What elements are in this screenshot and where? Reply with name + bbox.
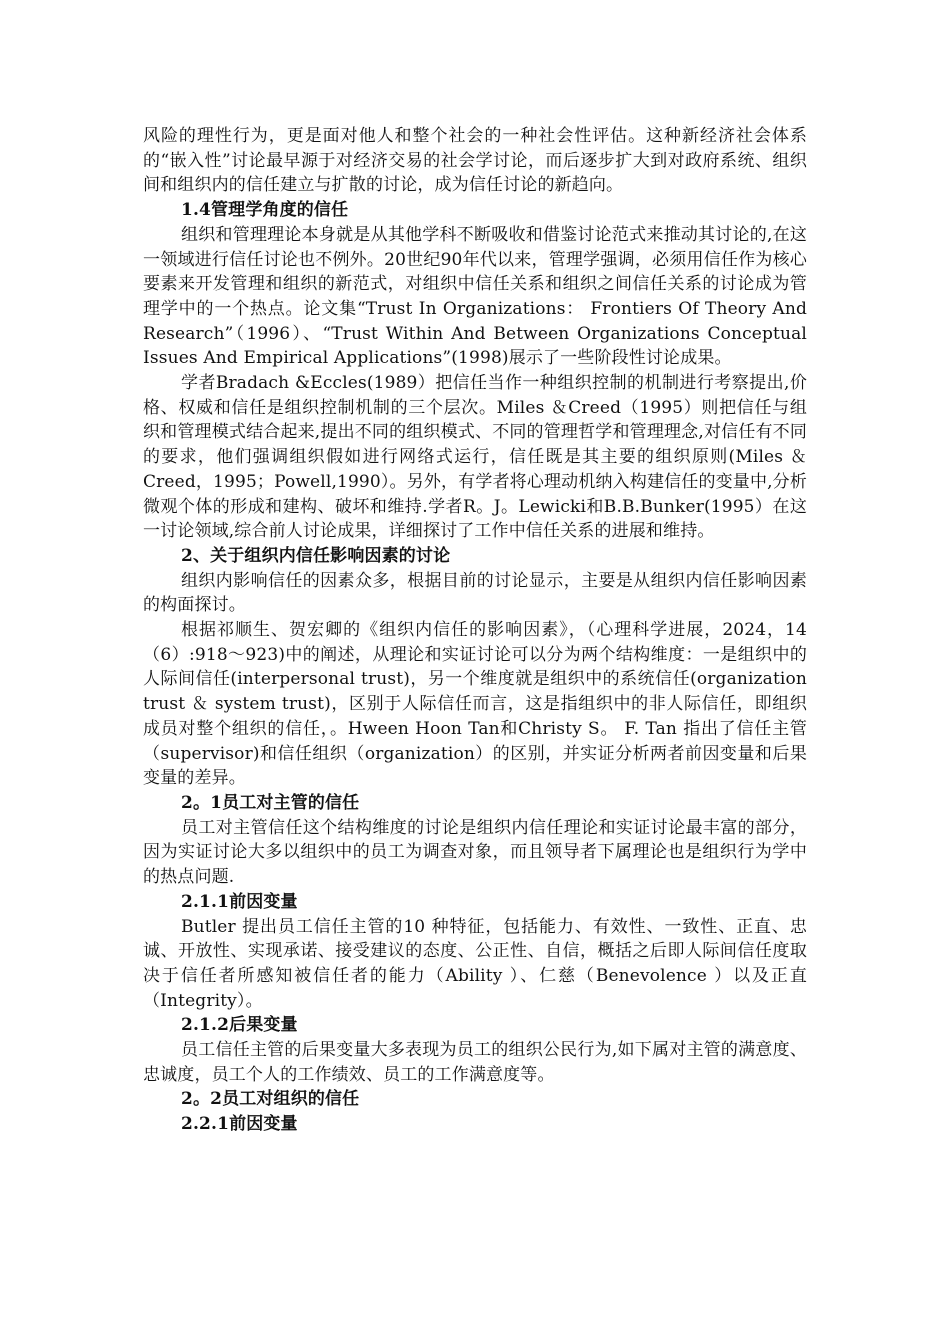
section-heading-2: 2、关于组织内信任影响因素的讨论 (181, 545, 451, 566)
paragraph-factors: 组织内影响信任的因素众多，根据目前的讨论显示，主要是从组织内信任影响因素的构面探讨。 (143, 570, 807, 616)
paragraph-intro-continued: 风险的理性行为，更是面对他人和整个社会的一种社会性评估。这种新经济社会体系的“嵌入性”讨论最早源于对经济交易的社会学讨论，而后逐步扩大到对政府系统、组织间和组织内的信任建立与扩散的讨论，成为信任讨论的新趋向。 (143, 126, 807, 196)
section-heading-2-2: 2。2员工对组织的信任 (181, 1089, 360, 1110)
document-body (143, 124, 807, 1137)
paragraph-supervisor-trust: 员工对主管信任这个结构维度的讨论是组织内信任理论和实证讨论最丰富的部分，因为实证讨论大多以组织中的员工为调查对象，而且领导者下属理论也是组织行为学中的热点问题. (143, 817, 807, 888)
section-heading-2-2-1: 2.2.1前因变量 (181, 1114, 298, 1135)
paragraph-management-theory: 组织和管理理论本身就是从其他学科不断吸收和借鉴讨论范式来推动其讨论的,在这一领域进行信任讨论也不例外。20世纪90年代以来，管理学强调，必须用信任作为核心要素来开发管理和组织的新范式，对组织中信任关系和组织之间信任关系的讨论成为管理学中的一个热点。论文集“Trust In Organizations： Frontiers Of Theory And Research”（1996）、“Trust Within And Between Organizations Conceptual Issues And Empirical Applications”(1998)展示了一些阶段性讨论成果。 (143, 224, 807, 369)
paragraph-dimensions: 根据祁顺生、贺宏卿的《组织内信任的影响因素》，（心理科学进展，2024，14（6）:918～923)中的阐述，从理论和实证讨论可以分为两个结构维度：一是组织中的人际间信任(interpersonal trust)，另一个维度就是组织中的系统信任(organization trust ＆ system trust)，区别于人际信任而言，这是指组织中的非人际信任，即组织成员对整个组织的信任，。Hween Hoon Tan和Christy S。 F. Tan 指出了信任主管（supervisor)和信任组织（organization）的区别，并实证分析两者前因变量和后果变量的差异。 (143, 620, 807, 789)
paragraph-scholars: 学者Bradach &Eccles(1989）把信任当作一种组织控制的机制进行考察提出,价格、权威和信任是组织控制机制的三个层次。Miles ＆Creed（1995）则把信任与组织和管理模式结合起来,提出不同的组织模式、不同的管理哲学和管理理念,对信任有不同的要求，他们强调组织假如进行网络式运行，信任既是其主要的组织原则(Miles ＆Creed，1995；Powell,1990）。另外，有学者将心理动机纳入构建信任的变量中,分析微观个体的形成和建构、破坏和维持.学者R。J。Lewicki和B.B.Bunker(1995）在这一讨论领域,综合前人讨论成果，详细探讨了工作中信任关系的进展和维持。 (143, 373, 807, 542)
section-heading-2-1-1: 2.1.1前因变量 (181, 891, 298, 912)
paragraph-outcomes: 员工信任主管的后果变量大多表现为员工的组织公民行为,如下属对主管的满意度、忠诚度，员工个人的工作绩效、员工的工作满意度等。 (143, 1040, 807, 1085)
section-heading-1-4: 1.4管理学角度的信任 (181, 200, 349, 221)
paragraph-antecedents: Butler 提出员工信任主管的10 种特征，包括能力、有效性、一致性、正直、忠诚、开放性、实现承诺、接受建议的态度、公正性、自信，概括之后即人际间信任度取决于信任者所感知被信任者的能力（Ability ）、仁慈（Benevolence ）以及正直（Integrity）。 (143, 916, 807, 1011)
section-heading-2-1-2: 2.1.2后果变量 (181, 1015, 298, 1036)
section-heading-2-1: 2。1员工对主管的信任 (181, 792, 360, 813)
